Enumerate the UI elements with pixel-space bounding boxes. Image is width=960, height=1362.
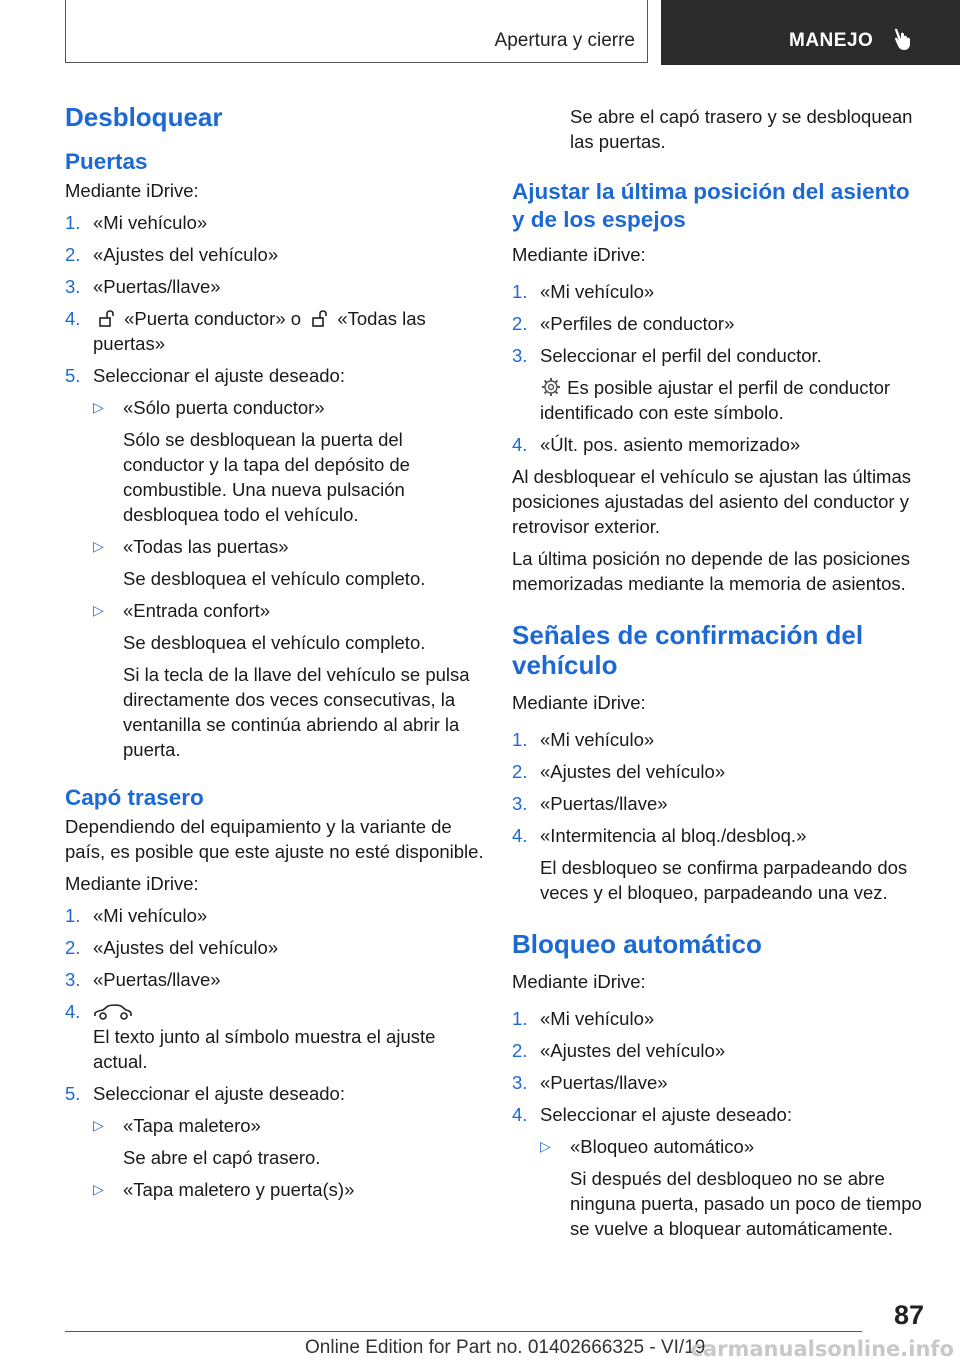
bullet-item: ▷ «Entrada confort» bbox=[93, 600, 271, 621]
bullet-item: ▷ «Bloqueo automático» bbox=[540, 1136, 755, 1157]
chapter-title: MANEJO bbox=[789, 30, 874, 51]
list-item: 3. «Puertas/llave» bbox=[65, 969, 221, 990]
list-item: 4. «Últ. pos. asiento memorizado» bbox=[512, 434, 801, 455]
paragraph: Dependiendo del equipamiento y la variante de país, es posible que este ajuste no esté disponible. bbox=[65, 816, 484, 862]
idrive-intro: Mediante iDrive: bbox=[65, 873, 199, 894]
bullet-item: ▷ «Tapa maletero» bbox=[93, 1115, 261, 1136]
watermark: carmanualsonline.info bbox=[690, 1337, 954, 1361]
heading-senales: Señales de confirmación del vehículo bbox=[512, 620, 864, 680]
hand-icon bbox=[893, 27, 915, 51]
heading-capo-trasero: Capó trasero bbox=[65, 785, 204, 810]
bullet-item: ▷ «Tapa maletero y puerta(s)» bbox=[93, 1179, 355, 1200]
triangle-bullet-icon: ▷ bbox=[93, 399, 104, 415]
triangle-bullet-icon: ▷ bbox=[93, 1117, 104, 1133]
list-item: 2. «Ajustes del vehículo» bbox=[512, 761, 726, 782]
chapter-tab[interactable] bbox=[661, 0, 960, 65]
bullet-desc: Sólo se desbloquean la puerta del conductor y la tapa del depósito de combustible. Una nueva pulsación desbloquea todo el vehículo. bbox=[123, 429, 410, 525]
car-icon bbox=[93, 1002, 133, 1022]
right-column bbox=[512, 104, 924, 1248]
list-item: 2. «Ajustes del vehículo» bbox=[65, 244, 279, 265]
bullet-item: ▷ «Todas las puertas» bbox=[93, 536, 289, 557]
idrive-intro: Mediante iDrive: bbox=[65, 180, 199, 201]
list-item: 4. «Intermitencia al bloq./desbloq.» bbox=[512, 825, 807, 846]
list-item: 2. «Ajustes del vehículo» bbox=[65, 937, 279, 958]
triangle-bullet-icon: ▷ bbox=[540, 1138, 551, 1154]
list-item: 5. Seleccionar el ajuste deseado: bbox=[65, 1083, 345, 1104]
heading-puertas: Puertas bbox=[65, 149, 148, 174]
page-number: 87 bbox=[893, 1300, 924, 1330]
list-item: 1. «Mi vehículo» bbox=[512, 1008, 655, 1029]
section-tab[interactable] bbox=[65, 0, 648, 63]
section-title: Apertura y cierre bbox=[494, 30, 635, 51]
triangle-bullet-icon: ▷ bbox=[93, 538, 104, 554]
idrive-intro: Mediante iDrive: bbox=[512, 244, 646, 265]
footer-divider bbox=[65, 1331, 862, 1332]
footer-edition: Online Edition for Part no. 01402666325 - VI/19 bbox=[305, 1337, 706, 1358]
list-item: 1. «Mi vehículo» bbox=[512, 729, 655, 750]
triangle-bullet-icon: ▷ bbox=[93, 1181, 104, 1197]
paragraph: La última posición no depende de las posiciones memorizadas mediante la memoria de asientos. bbox=[512, 548, 911, 594]
bullet-desc: Se desbloquea el vehículo completo. bbox=[123, 568, 426, 589]
list-item: 1. «Mi vehículo» bbox=[512, 281, 655, 302]
bullet-desc: Si después del desbloqueo no se abre ninguna puerta, pasado un poco de tiempo se vuelve a bloquear automáticamente. bbox=[570, 1168, 922, 1239]
list-item: 2. «Perfiles de conductor» bbox=[512, 313, 735, 334]
list-item: 3. Seleccionar el perfil del conductor. bbox=[512, 345, 822, 366]
list-item: 2. «Ajustes del vehículo» bbox=[512, 1040, 726, 1061]
list-item: 3. «Puertas/llave» bbox=[512, 793, 668, 814]
bullet-desc: Si la tecla de la llave del vehículo se pulsa directamente dos veces consecutivas, la ventanilla se continúa abriendo al abrir la puerta. bbox=[123, 664, 470, 760]
list-item: 1. «Mi vehículo» bbox=[65, 212, 208, 233]
triangle-bullet-icon: ▷ bbox=[93, 602, 104, 618]
list-item: 1. «Mi vehículo» bbox=[65, 905, 208, 926]
profile-note: Es posible ajustar el perfil de conductor identificado con este símbolo. bbox=[540, 377, 891, 423]
bullet-desc: Se abre el capó trasero. bbox=[123, 1147, 321, 1168]
idrive-intro: Mediante iDrive: bbox=[512, 692, 646, 713]
list-item: 3. «Puertas/llave» bbox=[65, 276, 221, 297]
list-item: 5. Seleccionar el ajuste deseado: bbox=[65, 365, 345, 386]
unlock-icon bbox=[306, 309, 332, 329]
gear-icon bbox=[540, 376, 562, 398]
list-item: 4. bbox=[65, 999, 485, 1024]
paragraph: Al desbloquear el vehículo se ajustan las últimas posiciones ajustadas del asiento del conductor y retrovisor exterior. bbox=[512, 466, 912, 537]
list-item: 4. Seleccionar el ajuste deseado: bbox=[512, 1104, 792, 1125]
list-item: 3. «Puertas/llave» bbox=[512, 1072, 668, 1093]
bullet-desc: Se desbloquea el vehículo completo. bbox=[123, 632, 426, 653]
bullet-desc: Se abre el capó trasero y se desbloquean las puertas. bbox=[570, 106, 913, 152]
list-item: 4. «Puerta conductor» o «Todas las puertas» bbox=[65, 308, 426, 354]
heading-desbloquear: Desbloquear bbox=[65, 102, 223, 132]
list-item-desc: El texto junto al símbolo muestra el ajuste actual. bbox=[93, 1026, 436, 1072]
heading-bloqueo-automatico: Bloqueo automático bbox=[512, 929, 762, 959]
unlock-icon bbox=[93, 309, 119, 329]
list-item-desc: El desbloqueo se confirma parpadeando dos veces y el bloqueo, parpadeando una vez. bbox=[540, 857, 908, 903]
page-header bbox=[65, 0, 960, 65]
idrive-intro: Mediante iDrive: bbox=[512, 971, 646, 992]
left-column bbox=[65, 100, 485, 1209]
heading-ajustar: Ajustar la última posición del asiento y de los espejos bbox=[512, 179, 910, 232]
bullet-item: ▷ «Sólo puerta conductor» bbox=[93, 397, 325, 418]
